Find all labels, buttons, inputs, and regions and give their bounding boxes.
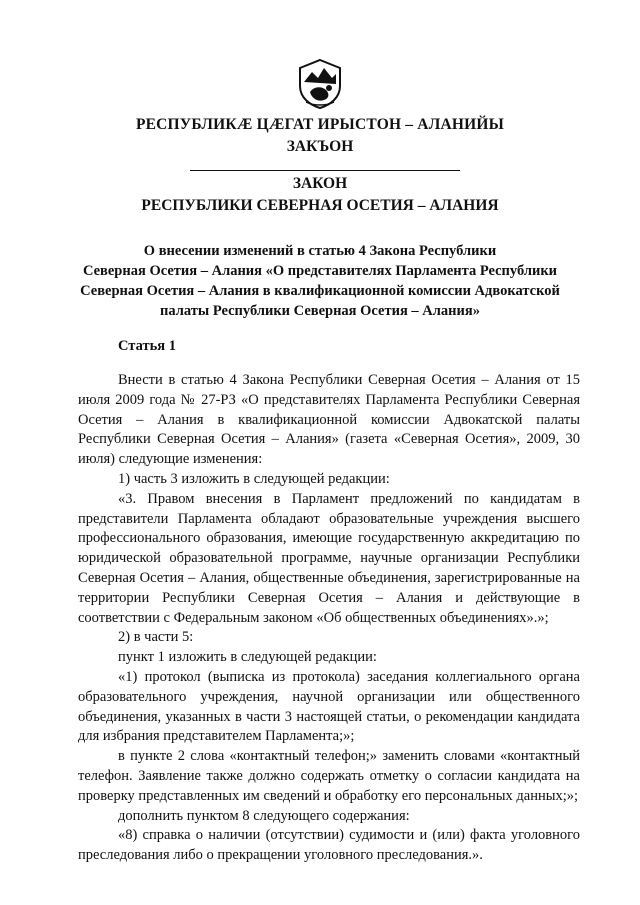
coat-of-arms-icon bbox=[296, 58, 344, 110]
document-body bbox=[78, 371, 580, 866]
header-divider bbox=[190, 170, 460, 171]
body-paragraph: 2) в части 5: bbox=[118, 629, 194, 646]
law-title-block bbox=[60, 241, 580, 321]
law-title-line: О внесении изменений в статью 4 Закона Республики bbox=[143, 243, 497, 259]
osetian-law-title: ЗАКЪОН bbox=[286, 138, 354, 155]
russian-republic-title: РЕСПУБЛИКИ СЕВЕРНАЯ ОСЕТИЯ – АЛАНИЯ bbox=[141, 197, 499, 214]
law-title-line: Северная Осетия – Алания «О представителях Парламента Республики bbox=[82, 263, 558, 279]
osetian-republic-title: РЕСПУБЛИКӔ ЦӔГАТ ИРЫСТОН – АЛАНИЙЫ bbox=[135, 116, 505, 133]
law-title-line: Северная Осетия – Алания в квалификационной комиссии Адвокатской bbox=[80, 283, 560, 299]
russian-law-title: ЗАКОН bbox=[292, 175, 348, 192]
body-paragraph: «1) протокол (выписка из протокола) заседания коллегиального органа образовательного учреждения, научной организации или общественного объединения, указанных в части 3 настоящей статьи, о рекомендации кандидата для избрания представителем Парламента;»; bbox=[78, 668, 580, 745]
body-paragraph: «3. Правом внесения в Парламент предложений по кандидатам в представители Парламента обладают образовательные учреждения высшего профессионального образования, имеющие государственную аккредитацию по юридической образовательной программе, научные организации Республики Северная Осетия – Алания, общественные объединения, зарегистрированные на территории Республики Северная Осетия – Алания и действующие в соответствии с Федеральным законом «Об общественных объединениях».»; bbox=[78, 490, 580, 626]
body-paragraph: в пункте 2 слова «контактный телефон;» заменить словами «контактный телефон. Заявление также должно содержать отметку о согласии кандидата на проверку представленных им сведений и обработку его персональных данных;»; bbox=[78, 748, 580, 804]
body-paragraph: пункт 1 изложить в следующей редакции: bbox=[118, 649, 377, 666]
body-paragraph: дополнить пунктом 8 следующего содержания: bbox=[118, 807, 410, 824]
law-title-line: палаты Республики Северная Осетия – Алания» bbox=[160, 303, 480, 319]
body-paragraph: 1) часть 3 изложить в следующей редакции: bbox=[118, 470, 390, 487]
body-paragraph: Внести в статью 4 Закона Республики Северная Осетия – Алания от 15 июля 2009 года № 27-РЗ «О представителях Парламента Республики Северная Осетия – Алания в квалификационной комиссии Адвокатской палаты Республики Северная Осетия – Алания» (газета «Северная Осетия», 2009, 30 июля) следующие изменения: bbox=[78, 372, 580, 468]
article-heading: Статья 1 bbox=[118, 338, 176, 354]
body-paragraph: «8) справка о наличии (отсутствии) судимости и (или) факта уголовного преследования либо о прекращении уголовного преследования.». bbox=[78, 827, 580, 864]
